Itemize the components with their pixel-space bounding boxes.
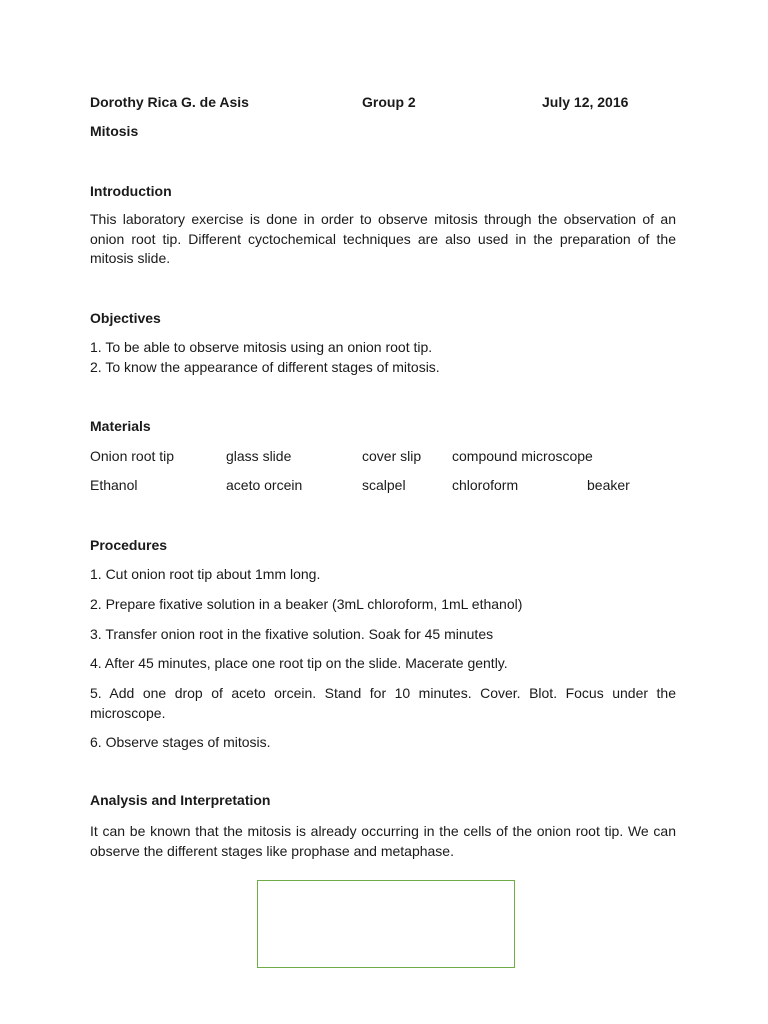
image-placeholder-frame xyxy=(257,880,515,968)
analysis-heading: Analysis and Interpretation xyxy=(90,792,271,808)
objective-item: 2. To know the appearance of different stages of mitosis. xyxy=(90,359,440,375)
procedure-step: 1. Cut onion root tip about 1mm long. xyxy=(90,566,321,582)
objective-item: 1. To be able to observe mitosis using an onion root tip. xyxy=(90,339,433,355)
material-item: aceto orcein xyxy=(226,477,303,493)
report-date: July 12, 2016 xyxy=(542,94,629,110)
analysis-text: It can be known that the mitosis is already occurring in the cells of the onion root tip. We can observe the different stages like prophase and metaphase. xyxy=(90,823,676,859)
procedure-step: 6. Observe stages of mitosis. xyxy=(90,734,271,750)
material-item: scalpel xyxy=(362,477,406,493)
procedure-step: 2. Prepare fixative solution in a beaker (3mL chloroform, 1mL ethanol) xyxy=(90,596,523,612)
procedure-step: 3. Transfer onion root in the fixative solution. Soak for 45 minutes xyxy=(90,626,494,642)
procedures-heading: Procedures xyxy=(90,537,168,553)
procedure-step: 5. Add one drop of aceto orcein. Stand for 10 minutes. Cover. Blot. Focus under the microscope. xyxy=(90,685,676,721)
procedure-step: 4. After 45 minutes, place one root tip on the slide. Macerate gently. xyxy=(90,655,508,671)
group-label: Group 2 xyxy=(362,94,416,110)
material-item: beaker xyxy=(587,477,630,493)
introduction-text: This laboratory exercise is done in order to observe mitosis through the observation of an onion root tip. Different cyctochemical techniques are also used in the preparation of the mitosis slide. xyxy=(90,211,676,266)
material-item: Onion root tip xyxy=(90,448,175,464)
material-item: compound microscope xyxy=(452,448,593,464)
material-item: chloroform xyxy=(452,477,519,493)
introduction-heading: Introduction xyxy=(90,183,172,199)
document-title: Mitosis xyxy=(90,123,139,139)
materials-heading: Materials xyxy=(90,418,151,434)
material-item: cover slip xyxy=(362,448,422,464)
material-item: Ethanol xyxy=(90,477,138,493)
author-name: Dorothy Rica G. de Asis xyxy=(90,94,249,110)
material-item: glass slide xyxy=(226,448,292,464)
objectives-heading: Objectives xyxy=(90,310,161,326)
